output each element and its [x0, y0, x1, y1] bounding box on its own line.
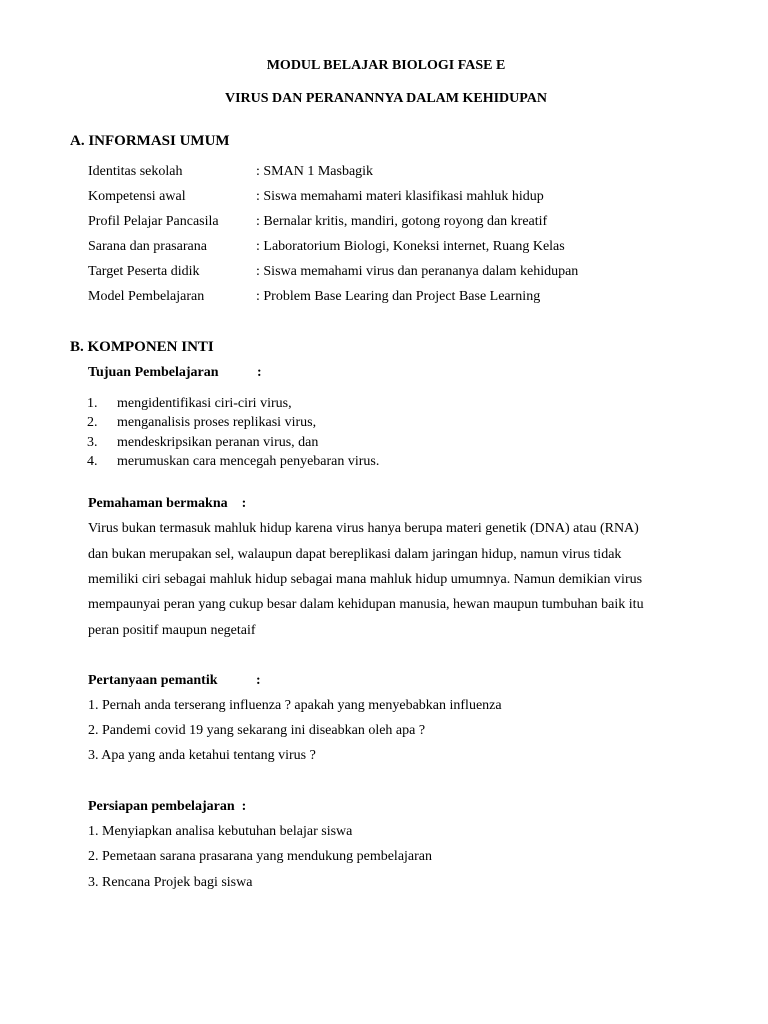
question-item: 1. Pernah anda terserang influenza ? apakah yang menyebabkan influenza: [88, 698, 502, 713]
info-label: Identitas sekolah: [88, 164, 183, 179]
list-number: 4.: [87, 454, 98, 469]
list-number: 3.: [87, 435, 98, 450]
list-item: mendeskripsikan peranan virus, dan: [117, 435, 319, 450]
info-value: : SMAN 1 Masbagik: [256, 164, 374, 179]
list-item: merumuskan cara mencegah penyebaran virus.: [117, 454, 380, 469]
pemahaman-heading: Pemahaman bermakna :: [88, 496, 247, 511]
section-b-heading: B. KOMPONEN INTI: [70, 339, 214, 355]
tujuan-heading: Tujuan Pembelajaran: [88, 365, 219, 380]
list-item: menganalisis proses replikasi virus,: [117, 415, 317, 430]
paragraph-line: mempaunyai peran yang cukup besar dalam kehidupan manusia, hewan maupun tumbuhan baik itu: [88, 597, 644, 612]
pertanyaan-heading: Pertanyaan pemantik: [88, 673, 218, 688]
info-value: : Siswa memahami materi klasifikasi mahluk hidup: [256, 189, 544, 204]
paragraph-line: peran positif maupun negetaif: [88, 623, 256, 638]
tujuan-colon: :: [257, 365, 262, 380]
document-subtitle: VIRUS DAN PERANANNYA DALAM KEHIDUPAN: [224, 91, 547, 106]
info-label: Profil Pelajar Pancasila: [88, 214, 219, 229]
persiapan-heading: Persiapan pembelajaran :: [88, 799, 247, 814]
list-item: mengidentifikasi ciri-ciri virus,: [117, 396, 292, 411]
preparation-item: 1. Menyiapkan analisa kebutuhan belajar siswa: [88, 824, 353, 839]
pertanyaan-colon: :: [256, 673, 261, 688]
preparation-item: 2. Pemetaan sarana prasarana yang mendukung pembelajaran: [88, 849, 433, 864]
section-a-heading: A. INFORMASI UMUM: [70, 133, 230, 149]
info-label: Target Peserta didik: [88, 264, 200, 279]
info-value: : Bernalar kritis, mandiri, gotong royong dan kreatif: [256, 214, 548, 229]
preparation-item: 3. Rencana Projek bagi siswa: [88, 875, 253, 890]
info-value: : Problem Base Learing dan Project Base Learning: [256, 289, 541, 304]
list-number: 1.: [87, 396, 98, 411]
list-number: 2.: [87, 415, 98, 430]
paragraph-line: dan bukan merupakan sel, walaupun dapat bereplikasi dalam jaringan hidup, namun virus tidak: [88, 547, 622, 562]
paragraph-line: memiliki ciri sebagai mahluk hidup sebagai mana mahluk hidup umumnya. Namun demikian virus: [88, 572, 643, 587]
info-label: Model Pembelajaran: [88, 289, 205, 304]
info-value: : Siswa memahami virus dan perananya dalam kehidupan: [256, 264, 579, 279]
paragraph-line: Virus bukan termasuk mahluk hidup karena virus hanya berupa materi genetik (DNA) atau (RNA): [88, 521, 639, 536]
question-item: 3. Apa yang anda ketahui tentang virus ?: [88, 748, 316, 763]
info-label: Sarana dan prasarana: [88, 239, 207, 254]
document-title: MODUL BELAJAR BIOLOGI FASE E: [266, 58, 506, 73]
info-label: Kompetensi awal: [88, 189, 186, 204]
info-value: : Laboratorium Biologi, Koneksi internet, Ruang Kelas: [256, 239, 565, 254]
question-item: 2. Pandemi covid 19 yang sekarang ini diseabkan oleh apa ?: [88, 723, 426, 738]
